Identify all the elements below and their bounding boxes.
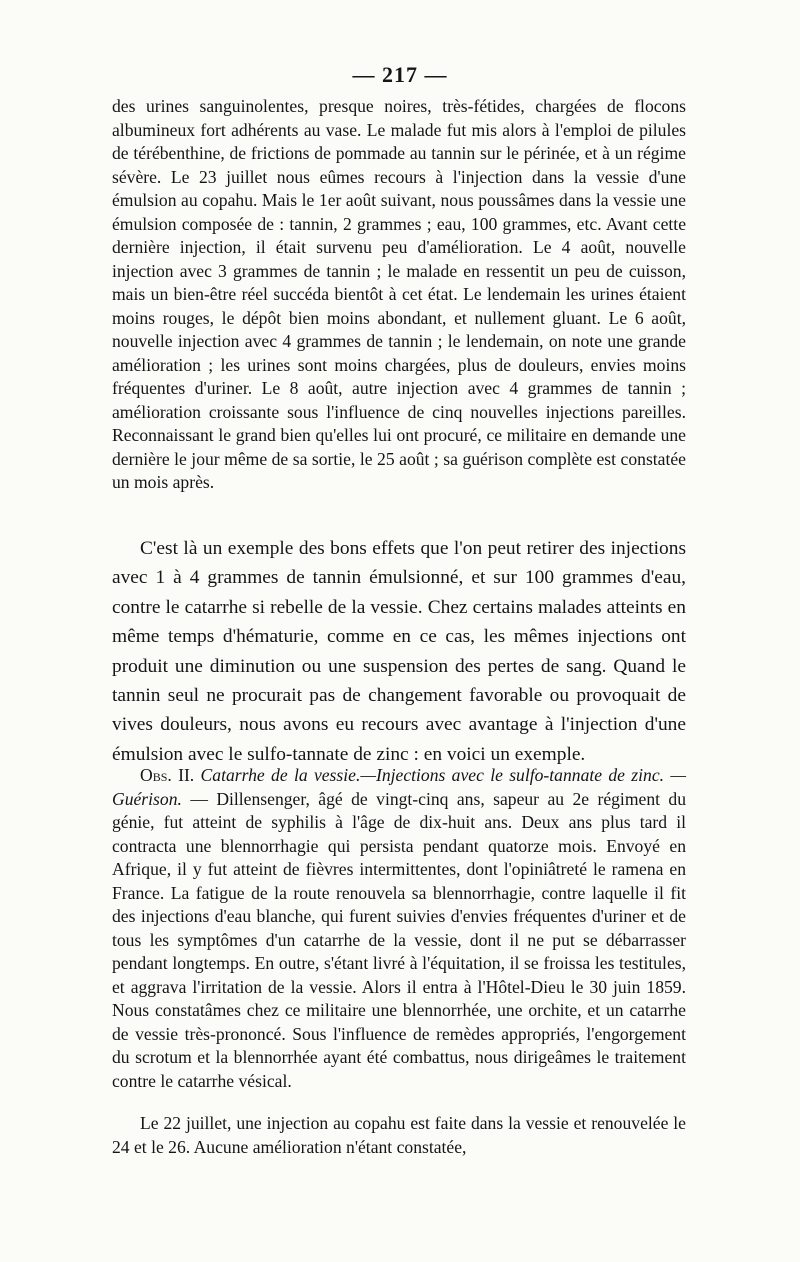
paragraph-followup: Le 22 juillet, une injection au copahu est faite dans la vessie et renouvelée le 24 et le 26. Aucune amélioration n'étant constatée,: [112, 1113, 686, 1157]
observation-paragraph: [112, 764, 686, 1093]
observation-title: Catarrhe de la vessie.—Injections avec le sulfo-tannate de zinc.: [200, 765, 665, 785]
paragraph-commentary: C'est là un exemple des bons effets que l'on peut retirer des injections avec 1 à 4 grammes de tannin émulsionné, et sur 100 grammes d'eau, contre le catarrhe si rebelle de la vessie. Chez certains malades atteints en même temps d'hématurie, comme en ce cas, les mêmes injections ont produit une diminution ou une suspension des pertes de sang. Quand le tannin seul ne procurait pas de changement favorable ou provoquait de vives douleurs, nous avons eu recours avec avantage à l'injection d'une émulsion avec le sulfo-tannate de zinc : en voici un exemple.: [112, 538, 686, 765]
observation-label: Obs. II.: [140, 765, 195, 785]
observation-result: — Guérison.: [112, 765, 686, 809]
page-number: — 217 —: [352, 62, 448, 87]
paragraph-case-continuation: des urines sanguinolentes, presque noires, très-fétides, chargées de flocons albumineux fort adhérents au vase. Le malade fut mis alors à l'emploi de pilules de térébenthine, de frictions de pommade au tannin sur le périnée, et à un régime sévère. Le 23 juillet nous eûmes recours à l'injection dans la vessie d'une émulsion au copahu. Mais le 1er août suivant, nous poussâmes dans la vessie une émulsion composée de : tannin, 2 grammes ; eau, 100 grammes, etc. Avant cette dernière injection, il était survenu peu d'amélioration. Le 4 août, nouvelle injection avec 3 grammes de tannin ; le malade en ressentit un peu de cuisson, mais un bien-être réel succéda bientôt à cet état. Le lendemain les urines étaient moins rouges, le dépôt bien moins abondant, et nullement gluant. Le 6 août, nouvelle injection avec 4 grammes de tannin ; le lendemain, on note une grande amélioration ; les urines sont moins chargées, plus de douleurs, envies moins fréquentes d'uriner. Le 8 août, autre injection avec 4 grammes de tannin ; amélioration croissante sous l'influence de cinq nouvelles injections pareilles. Reconnaissant le grand bien qu'elles lui ont procuré, ce militaire en demande une dernière le jour même de sa sortie, le 25 août ; sa guérison complète est constatée un mois après.: [112, 96, 686, 492]
observation-text: — Dillensenger, âgé de vingt-cinq ans, sapeur au 2e régiment du génie, fut atteint de syphilis à l'âge de dix-huit ans. Deux ans plus tard il contracta une blennorrhagie qui persista pendant quatorze mois. Envoyé en Afrique, il y fut atteint de fièvres intermittentes, dont l'opiniâtreté le ramena en France. La fatigue de la route renouvela sa blennorrhagie, contre laquelle il fit des injections d'eau blanche, qui furent suivies d'envies fréquentes d'uriner et de tous les symptômes d'un catarrhe de la vessie, dont il ne put se débarrasser pendant longtemps. En outre, s'étant livré à l'équitation, il se froissa les testitules, et aggrava l'irritation de la vessie. Alors il entra à l'Hôtel-Dieu le 30 juin 1859. Nous constatâmes chez ce militaire une blennorrhée, une orchite, et un catarrhe de vessie très-prononcé. Sous l'influence de remèdes appropriés, l'engorgement du scrotum et la blennorrhée ayant été combattus, nous dirigeâmes le traitement contre le catarrhe vésical.: [112, 788, 687, 1091]
